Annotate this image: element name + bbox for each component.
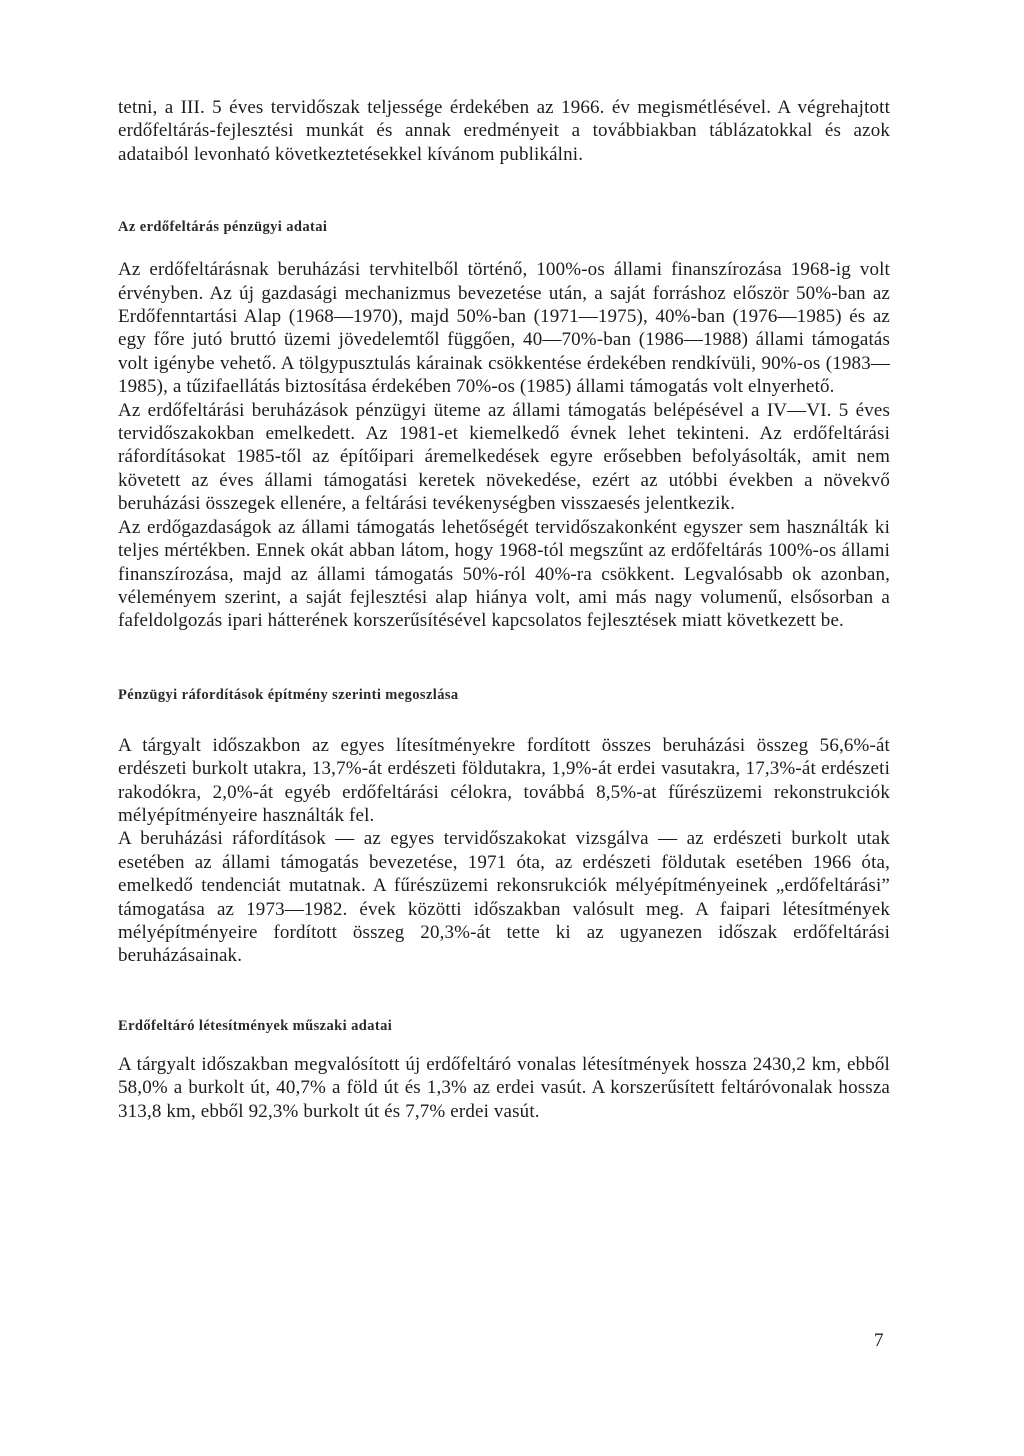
page-body	[118, 96, 890, 1123]
financial-paragraph-3: Az erdőgazdaságok az állami támogatás lehetőségét tervidőszakonként egyszer sem használták ki teljes mértékben. Ennek okát abban látom, hogy 1968-tól megszűnt az erdőfeltárás 100%-os állami finanszírozása, majd az állami támogatás 50%-ról 40%-ra csökkent. Legvalósabb ok azonban, véleményem szerint, a saját fejlesztési alap hiánya volt, ami más nagy volumenű, elsősorban a fafeldolgozás ipari hátterének korszerűsítésével kapcsolatos fejlesztések miatt következett be.	[118, 516, 890, 632]
section-heading-expenditure-breakdown: Pénzügyi ráfordítások építmény szerinti megoszlása	[118, 686, 459, 703]
expenditure-paragraph-2: A beruházási ráfordítások — az egyes tervidőszakokat vizsgálva — az erdészeti burkolt utak esetében az állami támogatás bevezetése, 1971 óta, az erdészeti földutak esetében 1966 óta, emelkedő tendenciát mutatnak. A fűrészüzemi rekonsrukciók mélyépítményeinek „erdőfeltárási” támogatása az 1973—1982. évek közötti időszakban valósult meg. A faipari létesítmények mélyépítményeire fordított összeg 20,3%-át tette ki az ugyanezen időszak erdőfeltárási beruházásainak.	[118, 828, 890, 967]
intro-paragraph: tetni, a III. 5 éves tervidőszak teljessége érdekében az 1966. év megismétlésével. A végrehajtott erdőfeltárás-fejlesztési munkát és annak eredményeit a továbbiakban táblázatokkal és azok adataiból levonható következtetésekkel kívánom publikálni.	[118, 97, 890, 165]
financial-paragraph-1: Az erdőfeltárásnak beruházási tervhitelből történő, 100%-os állami finanszírozása 1968-ig volt érvényben. Az új gazdasági mechanizmus bevezetése után, a saját forráshoz először 50%-ban az Erdőfenntartási Alap (1968—1970), majd 50%-ban (1971—1975), 40%-ban (1976—1985) és az egy főre jutó bruttó üzemi jövedelemtől függően, 40—70%-ban (1986—1988) állami támogatás volt igénybe vehető. A tölgypusztulás kárainak csökkentése érdekében rendkívüli, 90%-os (1983—1985), a tűzifaellátás biztosítása érdekében 70%-os (1985) állami támogatás volt elnyerhető.	[118, 259, 890, 398]
technical-paragraph-1: A tárgyalt időszakban megvalósított új erdőfeltáró vonalas létesítmények hossza 2430,2 km, ebből 58,0% a burkolt út, 40,7% a föld út és 1,3% az erdei vasút. A korszerűsített feltáróvonalak hossza 313,8 km, ebből 92,3% burkolt út és 7,7% erdei vasút.	[118, 1053, 890, 1122]
section-heading-financial-data: Az erdőfeltárás pénzügyi adatai	[118, 219, 328, 236]
financial-paragraph-2: Az erdőfeltárási beruházások pénzügyi üteme az állami támogatás belépésével a IV—VI. 5 éves tervidőszakokban emelkedett. Az 1981-et kiemelkedő évnek lehet tekinteni. Az erdőfeltárási ráfordításokat 1985-től az építőipari áremelkedések egyre erősebben befolyásolták, amit nem követett az éves állami támogatási keretek növekedése, ezért az utóbbi években a növekvő beruházási összegek ellenére, a feltárási tevékenységben visszaesés jelentkezik.	[118, 399, 890, 515]
expenditure-paragraph-1: A tárgyalt időszakbon az egyes lítesítményekre fordított összes beruházási összeg 56,6%-át erdészeti burkolt utakra, 13,7%-át erdészeti földutakra, 1,9%-át erdei vasutakra, 17,3%-át erdészeti rakodókra, 2,0%-át egyéb erdőfeltárási célokra, továbbá 8,5%-at fűrészüzemi rekonstrukciók mélyépítményeire használták fel.	[118, 734, 890, 826]
section-heading-technical-data: Erdőfeltáró létesítmények műszaki adatai	[118, 1017, 393, 1034]
page-number: 7	[874, 1330, 884, 1351]
